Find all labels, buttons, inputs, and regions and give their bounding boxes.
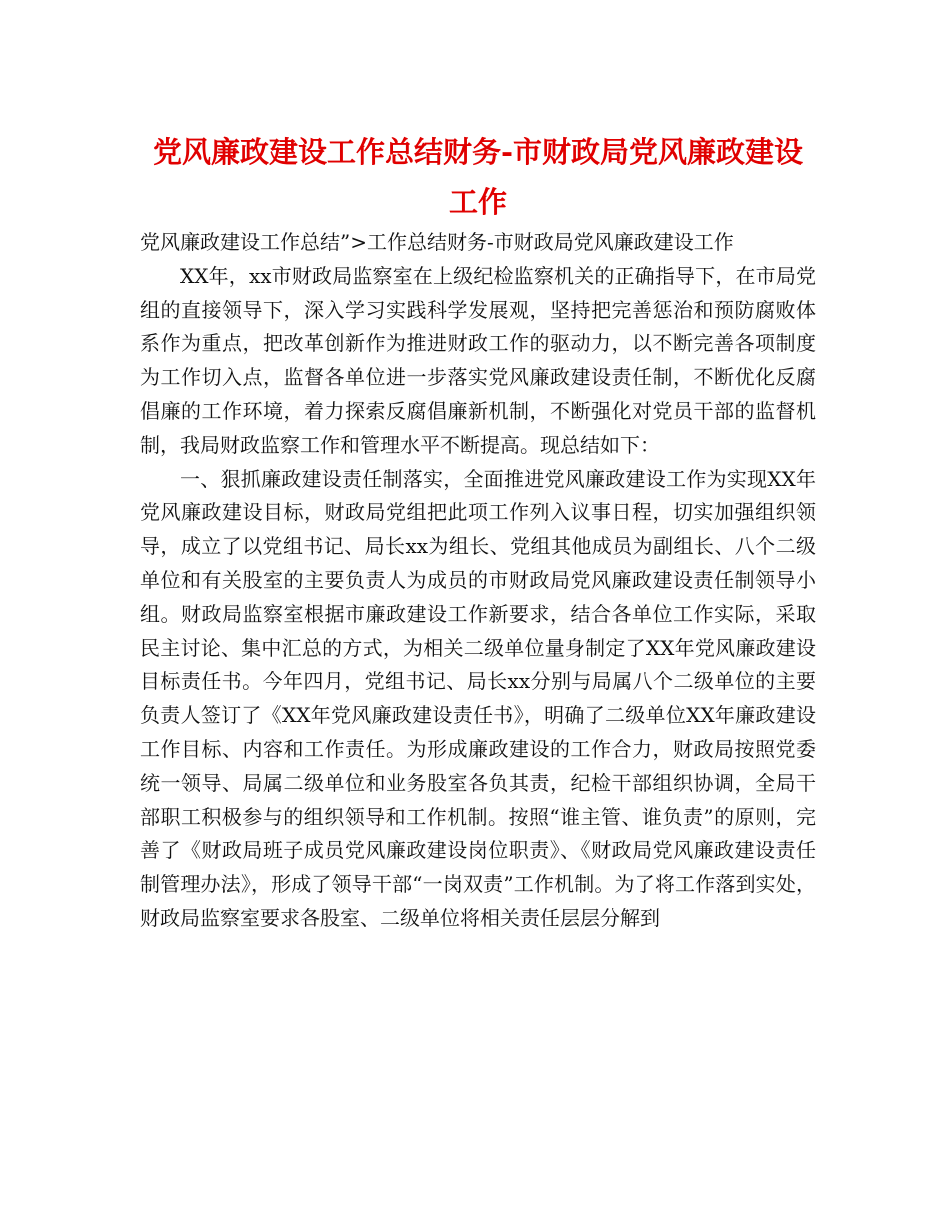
paragraph: XX年，xx市财政局监察室在上级纪检监察机关的正确指导下，在市局党组的直接领导下，深入学习实践科学发展观，坚持把完善惩治和预防腐败体系作为重点，把改革创新作为推进财政工作的驱动力，以不断完善各项制度为工作切入点，监督各单位进一步落实党风廉政建设责任制，不断优化反腐倡廉的工作环境，着力探索反腐倡廉新机制，不断强化对党员干部的监督机制，我局财政监察工作和管理水平不断提高。现总结如下：: [140, 263, 816, 457]
document-body: [140, 226, 816, 936]
paragraph: 一、狠抓廉政建设责任制落实，全面推进党风廉政建设工作为实现XX年党风廉政建设目标，财政局党组把此项工作列入议事日程，切实加强组织领导，成立了以党组书记、局长xx为组长、党组其他成员为副组长、八个二级单位和有关股室的主要负责人为成员的市财政局党风廉政建设责任制领导小组。财政局监察室根据市廉政建设工作新要求，结合各单位工作实际，采取民主讨论、集中汇总的方式，为相关二级单位量身制定了XX年党风廉政建设目标责任书。今年四月，党组书记、局长xx分别与局属八个二级单位的主要负责人签订了《XX年党风廉政建设责任书》，明确了二级单位XX年廉政建设工作目标、内容和工作责任。为形成廉政建设的工作合力，财政局按照党委统一领导、局属二级单位和业务股室各负其责，纪检干部组织协调，全局干部职工积极参与的组织领导和工作机制。按照“谁主管、谁负责”的原则，完善了《财政局班子成员党风廉政建设岗位职责》、《财政局党风廉政建设责任制管理办法》，形成了领导干部“一岗双责”工作机制。为了将工作落到实处，财政局监察室要求各股室、二级单位将相关责任层层分解到: [140, 466, 816, 930]
document-subtitle: 党风廉政建设工作总结”>工作总结财务-市财政局党风廉政建设工作: [140, 230, 734, 254]
document-title: 党风廉政建设工作总结财务-市财政局党风廉政建设工作: [152, 135, 804, 219]
